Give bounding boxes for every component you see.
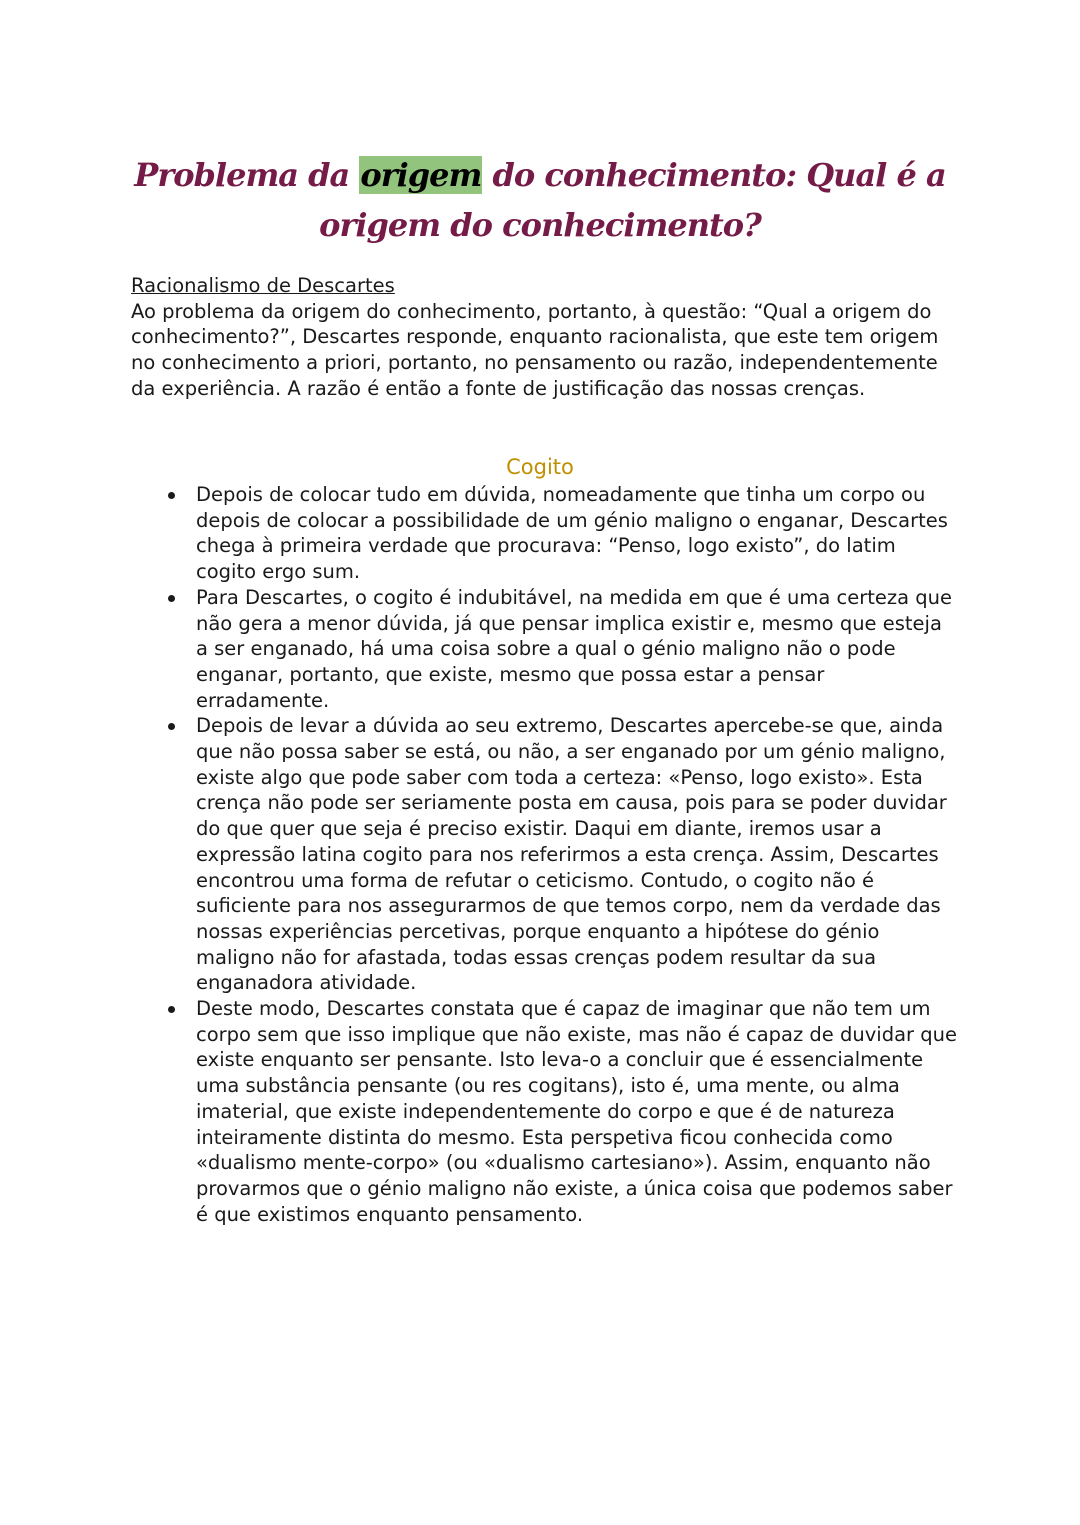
list-item (160, 713, 960, 996)
bullet-icon (168, 1006, 175, 1013)
cogito-heading: Cogito (506, 455, 574, 479)
list-item-text: Depois de colocar tudo em dúvida, nomeadamente que tinha um corpo ou depois de colocar a possibilidade de um génio maligno o enganar, Descartes chega à primeira verdade que procurava: “Penso, logo existo”, do latim cogito ergo sum. (196, 483, 948, 584)
list-item-text: Depois de levar a dúvida ao seu extremo, Descartes apercebe-se que, ainda que não possa saber se está, ou não, a ser enganado por um génio maligno, existe algo que pode saber com toda a certeza: «Penso, logo existo». Esta crença não pode ser seriamente posta em causa, pois para se poder duvidar do que quer que seja é preciso existir. Daqui em diante, iremos usar a expressão latina cogito para nos referirmos a esta crença. Assim, Descartes encontrou uma forma de refutar o ceticismo. Contudo, o cogito não é suficiente para nos assegurarmos de que temos corpo, nem da verdade das nossas experiências percetivas, porque enquanto a hipótese do génio maligno não for afastada, todas essas crenças podem resultar da sua enganadora atividade. (196, 714, 947, 995)
section-paragraph: Ao problema da origem do conhecimento, portanto, à questão: “Qual a origem do conhecimento?”, Descartes responde, enquanto racionalista, que este tem origem no conhecimento a priori, portanto, no pensamento ou razão, independentemente da experiência. A razão é então a fonte de justificação das nossas crenças. (131, 299, 939, 400)
list-item (160, 482, 960, 585)
rationalism-section (131, 273, 961, 402)
section-subtitle: Racionalismo de Descartes (131, 274, 395, 297)
cogito-bullet-list (160, 482, 960, 1227)
bullet-icon (168, 492, 175, 499)
title-part-1: Problema da (134, 156, 360, 194)
list-item-text: Deste modo, Descartes constata que é capaz de imaginar que não tem um corpo sem que isso implique que não existe, mas não é capaz de duvidar que existe enquanto ser pensante. Isto leva-o a concluir que é essencialmente uma substância pensante (ou res cogitans), isto é, uma mente, ou alma imaterial, que existe independentemente do corpo e que é de natureza inteiramente distinta do mesmo. Esta perspetiva ficou conhecida como «dualismo mente-corpo» (ou «dualismo cartesiano»). Assim, enquanto não provarmos que o génio maligno não existe, a única coisa que podemos saber é que existimos enquanto pensamento. (196, 997, 957, 1226)
list-item-text: Para Descartes, o cogito é indubitável, na medida em que é uma certeza que não gera a menor dúvida, já que pensar implica existir e, mesmo que esteja a ser enganado, há uma coisa sobre a qual o génio maligno não o pode enganar, portanto, que existe, mesmo que possa estar a pensar erradamente. (196, 585, 952, 712)
bullet-icon (168, 723, 175, 730)
bullet-icon (168, 595, 175, 602)
title-highlight: origem (360, 156, 482, 194)
list-item (160, 996, 960, 1227)
list-item (160, 585, 960, 714)
page-title (120, 150, 960, 250)
title-part-2: do conhecimento: Qual é a origem do conhecimento? (319, 156, 946, 244)
